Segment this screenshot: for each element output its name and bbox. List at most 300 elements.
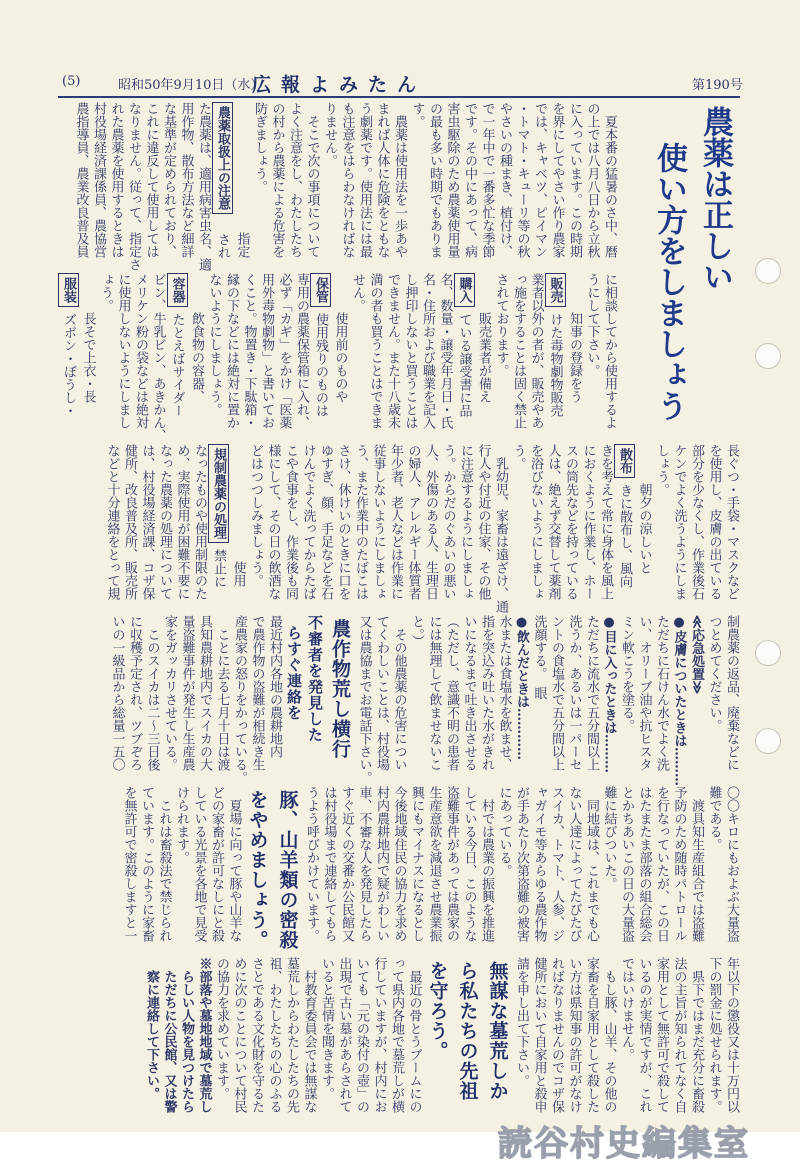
text-column [401,273,419,443]
text-column [390,615,408,785]
issue-date: 昭和50年9月10日（水） [118,78,264,93]
column-text: 用外毒物劇物」と書いてお [259,273,274,429]
column-text: の村から農薬による危害を [269,102,285,258]
text-column [705,444,723,614]
column-text: に注意するようにしましょ [458,444,473,600]
text-column [208,444,229,614]
text-column [460,786,478,956]
text-column [352,444,370,614]
column-text: 指定 [234,102,250,258]
text-column [548,102,566,272]
text-column [355,615,373,785]
column-text: やさいの種まき、植付け、 [497,102,512,258]
text-column [230,957,248,1127]
column-text: う劇薬です。使用法には最 [357,102,372,258]
text-column [425,786,443,956]
page-number: (5) [62,74,81,89]
column-text: です。その中にあって、病 [462,102,477,258]
column-text: され [215,220,230,259]
text-column [240,273,258,443]
column-text: くこと。物置き・下駄箱・ [241,273,257,429]
text-column [286,102,304,272]
column-text: 行していますが、村内にお [371,957,387,1113]
column-text: ●皮膚についたときは……… [671,615,687,786]
column-text: の最も多い時期でもありま [427,102,442,258]
binder-hole [755,258,781,284]
text-column [142,102,160,272]
text-column [264,444,282,614]
text-column [138,786,156,956]
column-text: 農指導員、農業改良普及員 [73,102,89,258]
column-text: スの筒先などを持っている [563,444,578,600]
text-column [143,957,161,1127]
tier-2 [58,273,618,443]
column-text: ではいけません。 [619,957,634,1061]
text-column [310,273,331,443]
tier-4 [108,615,740,785]
text-column [723,786,741,956]
section-subheadline: 不審者を発見した [306,615,324,743]
text-column [670,786,688,956]
text-column [478,102,496,272]
text-column [299,444,317,614]
column-text: いると苦情を聞きます。 [319,957,334,1100]
text-column [390,786,408,956]
text-column [509,444,527,614]
column-text: た農薬は、適用病害虫名、適 [196,102,211,271]
column-text: 家をガッカリさせている。 [162,615,177,771]
column-text: 祖、わたしたちの心のふる [266,957,282,1113]
text-column [545,273,566,443]
column-text: ただちに公民館、又は警 [161,957,177,1113]
text-column [443,102,461,272]
text-column [321,102,339,272]
text-column [419,273,437,443]
text-column [369,444,387,614]
text-column [583,102,601,272]
text-column [384,273,402,443]
column-text: す。 [409,102,425,128]
text-column [195,957,213,1127]
section-heading-box: 農薬取扱上の注意 [212,102,233,214]
column-text: 盗難事件があっては農家の [444,786,459,942]
column-text: けられます。 [174,786,189,864]
column-text: 家用として無許可で殺して [654,957,669,1113]
text-column [583,957,601,1127]
column-text: けんでよく洗ってからたば [300,444,316,600]
text-column [334,444,352,614]
column-text: メリケン粉の袋などは絶対 [133,273,148,429]
column-text: ればなりませんのでコザ保 [549,957,564,1113]
text-column [231,615,249,785]
text-column [196,615,214,785]
column-text: ことに去る七月十日は渡 [214,615,230,771]
text-column [705,957,723,1127]
column-text: 専用の農薬保管箱に入れ、 [294,273,309,429]
text-column [527,273,545,443]
column-text: 〇〇キロにもおよぶ大量盗 [724,786,739,942]
text-column [495,615,513,785]
text-column [195,102,213,272]
column-text: 業者以外の者が、販売やあ [528,273,544,429]
text-column [266,615,284,785]
section-heading-box: 服装 [58,273,79,307]
text-column [618,615,636,785]
column-text: 人は、絶えず交替して薬剤 [545,444,561,600]
column-text: 乳幼児、家畜は遠ざけ、通 [493,444,508,613]
text-column [356,102,374,272]
text-column [318,957,336,1127]
tier-1 [72,102,618,272]
text-column [229,444,247,614]
text-column [373,786,391,956]
text-column [495,786,513,956]
text-column [303,102,321,272]
text-column [475,273,493,443]
text-column [600,786,618,956]
text-column [688,786,706,956]
column-text: 知事の登録をう [567,273,582,403]
column-text: 飲食物の容器、 [189,273,204,403]
column-text: 用作物、散布方法など細詳 [178,102,194,258]
text-column [583,615,601,785]
column-text: にあっている。 [496,786,512,877]
column-text: 農薬は使用法を一歩あや [392,102,407,258]
column-text: 最近の骨とうブームにの [406,957,422,1113]
text-column [670,615,688,785]
headline-line-1: 農薬は正しい [697,106,733,292]
column-text: 様にして、その日の飲酒な [265,444,281,600]
text-column [173,444,191,614]
text-column [282,444,300,614]
section-headline: 農作物荒し横行 [329,619,351,759]
section-subheadline: らすぐ連絡を [285,625,303,721]
text-column [155,786,173,956]
text-column [132,273,150,443]
text-column [635,444,653,614]
column-text: （ただし、意識不明の患者 [444,615,459,771]
column-text: 人、外傷のある人、生理日 [423,444,438,600]
text-column [114,273,132,443]
text-column [265,957,283,1127]
text-column [600,957,618,1127]
text-column [513,957,531,1127]
text-column [160,102,178,272]
column-text: の婦人、アレルギー体質者 [405,444,421,600]
column-text: 難に結びついた。 [601,786,617,890]
column-text: 行人や付近の住家、その他 [475,444,491,600]
text-column [443,615,461,785]
column-text: 県下ではまだ充分に畜殺 [689,957,704,1113]
column-text: できません。また十八歳未 [385,273,400,429]
column-text: ている譲受書に品 [456,313,472,417]
text-column [422,444,440,614]
text-column [156,444,174,614]
column-text: ●飲んだときは………… [514,615,529,760]
text-column [513,102,531,272]
column-text: ※部落や墓地地域で墓荒し [196,957,212,1113]
section-heading-box: 規制農薬の処理 [208,444,229,543]
column-text: 村役場経済課係員、農協営 [91,102,106,258]
column-text: なった農薬の処理について [157,444,172,600]
text-column [173,786,191,956]
text-column [653,786,671,956]
text-column [283,957,301,1127]
text-column [583,273,601,443]
column-text: ています。このように家畜 [139,786,154,942]
text-column [548,786,566,956]
column-text: している今日、このような [461,786,477,942]
text-column [565,957,583,1127]
column-text: 必ず「カギ」をかけ「医薬 [276,273,292,429]
text-column [653,444,671,614]
column-text: している光景を各地で見受 [191,786,207,942]
section-heading-box: 購入 [454,273,475,307]
column-text: そこで次の事項について [304,102,320,258]
column-text: におくように作業し、ホー [580,444,596,600]
text-column [338,102,356,272]
column-text: 健所において自家用と殺申 [531,957,547,1113]
column-text: こや食事をし、作業後も同 [283,444,298,600]
column-text: に入っています。この時期 [567,102,582,258]
text-column [566,102,584,272]
column-text: 使用残りのものは [313,313,328,417]
column-text: 請を申し出て下さい。 [514,957,529,1087]
text-column [213,615,231,785]
text-column [583,786,601,956]
text-column [457,444,475,614]
column-text: 今後地域住民の協力を求め [391,786,407,942]
column-text: 朝夕の涼しいと [636,444,652,574]
column-text: らしい人物を見つけたら [179,957,194,1113]
column-text: つとめてください。 [706,615,722,732]
column-text: が手あたり次第盗難の被害 [514,786,529,942]
text-column [705,615,723,785]
text-column [366,273,384,443]
text-column [478,615,496,785]
section-headline: を守ろう。 [426,961,449,1061]
text-column [478,786,496,956]
column-text: 名、数量・譲受年月日・氏 [437,273,453,429]
column-text: 出現で古い墓があらされて [336,957,352,1113]
text-column [223,273,241,443]
text-column [188,273,206,443]
column-text: に収穫予定され、ツブぞろ [127,615,142,771]
text-column [530,786,548,956]
text-column [190,786,208,956]
column-text: なりません。従って、指定さ [126,102,141,271]
text-column [177,102,195,272]
text-column [425,615,443,785]
binder-hole [755,640,781,666]
text-column [601,102,619,272]
column-text: 縁の下などには絶対に置か [224,273,239,429]
text-column [97,273,115,443]
text-column [600,615,618,785]
text-column [126,615,144,785]
text-column [531,102,549,272]
text-column [461,102,479,272]
column-text: 量盗難事件が発生し生産農 [179,615,195,771]
section-heading-box: 販売 [545,273,566,307]
column-text: けた毒物劇物販売 [547,313,563,417]
column-text: ●目に入ったときは……… [601,615,617,773]
column-text: 長そで上衣・長 [80,273,96,403]
archive-watermark: 読谷村史編集室 [498,1124,750,1164]
column-text: なったものや使用制限のた [192,444,207,600]
column-text: を界にしてやさい作り農家 [549,102,565,258]
column-text: な基準が定められており、 [161,102,176,258]
column-text: は、村役場経済課、コザ保 [139,444,155,600]
column-text: ない人達によってたびたび [566,786,582,942]
text-column [548,615,566,785]
text-column [618,957,636,1127]
column-text: いても「元の染付の壺」の [354,957,369,1113]
text-column [670,957,688,1127]
column-text: 年以下の懲役又は十万円以 [724,957,739,1113]
column-text: れた農薬を使用するときは [108,102,124,258]
column-text: ゆすぎ、顔、手足などを石 [318,444,333,600]
tier-6 [143,957,741,1127]
text-column [474,444,492,614]
text-column [723,957,741,1127]
column-text: もし豚、山羊、その他の [601,957,617,1113]
text-column [331,273,349,443]
text-column [72,102,90,272]
column-text: ミン軟こうを塗る。 [619,615,634,732]
column-text: 村教育委員会では無謀な [301,957,317,1113]
column-text: ャガイモ等あらゆる農作物 [531,786,547,942]
column-text: 又は農協までお電話下さい。 [356,615,372,784]
text-column [167,273,188,443]
text-column [439,444,457,614]
column-text: 察に連絡して下さい。 [144,957,159,1100]
section-headline: をやめましょう。 [246,790,269,950]
text-column [370,957,388,1127]
text-column [635,615,653,785]
header-rule [58,96,740,98]
column-text: め、実際使用が困難不要に [174,444,190,600]
text-column [125,102,143,272]
text-column [653,957,671,1127]
text-column [530,615,548,785]
text-column [258,273,276,443]
text-column [107,102,125,272]
column-text: う。からだのぐあいの悪い [440,444,456,600]
column-text: 使用 [230,444,246,587]
column-text: さけ、休けいのときに口を [335,444,351,600]
column-text: 渡具知生産組合では盗難 [689,786,704,942]
column-text: ただちに石けん水でよく洗 [654,615,669,771]
column-text: 夏本番の猛暑のさ中、暦 [602,102,617,258]
text-column [212,102,233,272]
column-text: きを考えて常に身体を風上 [598,444,613,600]
text-column [436,273,454,443]
column-text: いるのが実情ですが、これ [636,957,652,1113]
column-text: ないようにしましょう。 [206,273,222,416]
column-text: で一年中で一番多忙な季節 [479,102,495,258]
text-column [353,957,371,1127]
text-column [513,786,531,956]
text-column [213,957,231,1127]
column-text: よく注意をし、わたしたち [287,102,302,258]
text-column [614,444,635,614]
column-text: の協力を求めています。 [214,957,229,1100]
text-column [320,786,338,956]
column-text: を使用し、皮膚の出ている [706,444,722,600]
column-text: このスイカは二〜三日後 [144,615,160,771]
text-column [120,786,138,956]
column-text: 洗うか、あるいは一パーセ [566,615,582,771]
text-column [317,444,335,614]
text-column [723,615,741,785]
text-column [338,786,356,956]
column-text: せん。 [350,273,365,312]
text-column [723,444,741,614]
column-text: 年少者、老人などは作業に [388,444,403,600]
text-column [492,444,510,614]
text-column [688,957,706,1127]
column-text: ただちに流水で五分間以上 [584,615,599,771]
text-column [388,957,406,1127]
text-column [349,273,367,443]
issue-number: 第190号 [692,78,743,93]
column-text: 生産意欲を減退させ農業振 [426,786,442,942]
column-text: いになるまで吐き出させる [461,615,477,771]
text-column [233,102,251,272]
column-text: 具知農耕地内でスイカの大 [197,615,212,771]
column-text: これは畜殺法で禁じられ [156,786,172,942]
column-text: 長ぐつ・手袋・マスクなど [724,444,739,600]
text-column [705,786,723,956]
column-text: されております。 [493,273,509,377]
tier-5 [120,786,740,956]
column-text: し押印しないと買うことは [402,273,418,429]
column-text: 従事しないようにしましょ [370,444,386,600]
column-text: 使用前のものや [332,273,348,403]
text-column [653,615,671,785]
column-text: 車、不審な人を発見したら [356,786,372,942]
column-text: ズボン・ぼうし・ [61,313,76,417]
column-text: とかちあいこの日の大量盗 [619,786,634,942]
column-text: には無理して飲ませないこ [426,615,442,771]
column-text: などと十分連絡をとって規 [104,444,120,600]
column-text: を無許可で密殺しますと一 [121,786,137,942]
text-column [460,615,478,785]
text-column [426,102,444,272]
text-column [58,273,79,443]
text-column [513,615,531,785]
section-headline: 豚、山羊類の密殺 [276,790,299,950]
text-column [527,444,545,614]
column-text: スイカ、トマト、人参、ジ [549,786,564,942]
column-text: う。 [510,444,526,470]
text-column [601,273,619,443]
column-text: てくわしいことは、村役場 [374,615,389,771]
text-column [635,786,653,956]
text-column [300,957,318,1127]
text-column [143,615,161,785]
column-text: 村内農耕地内で疑がわしい [374,786,389,942]
text-column [496,102,514,272]
column-text: たとえばサイダー [169,313,185,417]
text-column [335,957,353,1127]
article-headline [646,106,738,421]
column-text: その他農薬の危害につい [391,615,407,771]
column-text: 産農家の怒りをかっている。 [232,615,247,784]
column-text: と。） [409,615,424,648]
column-text: 家畜を自家用として殺した [584,957,599,1113]
